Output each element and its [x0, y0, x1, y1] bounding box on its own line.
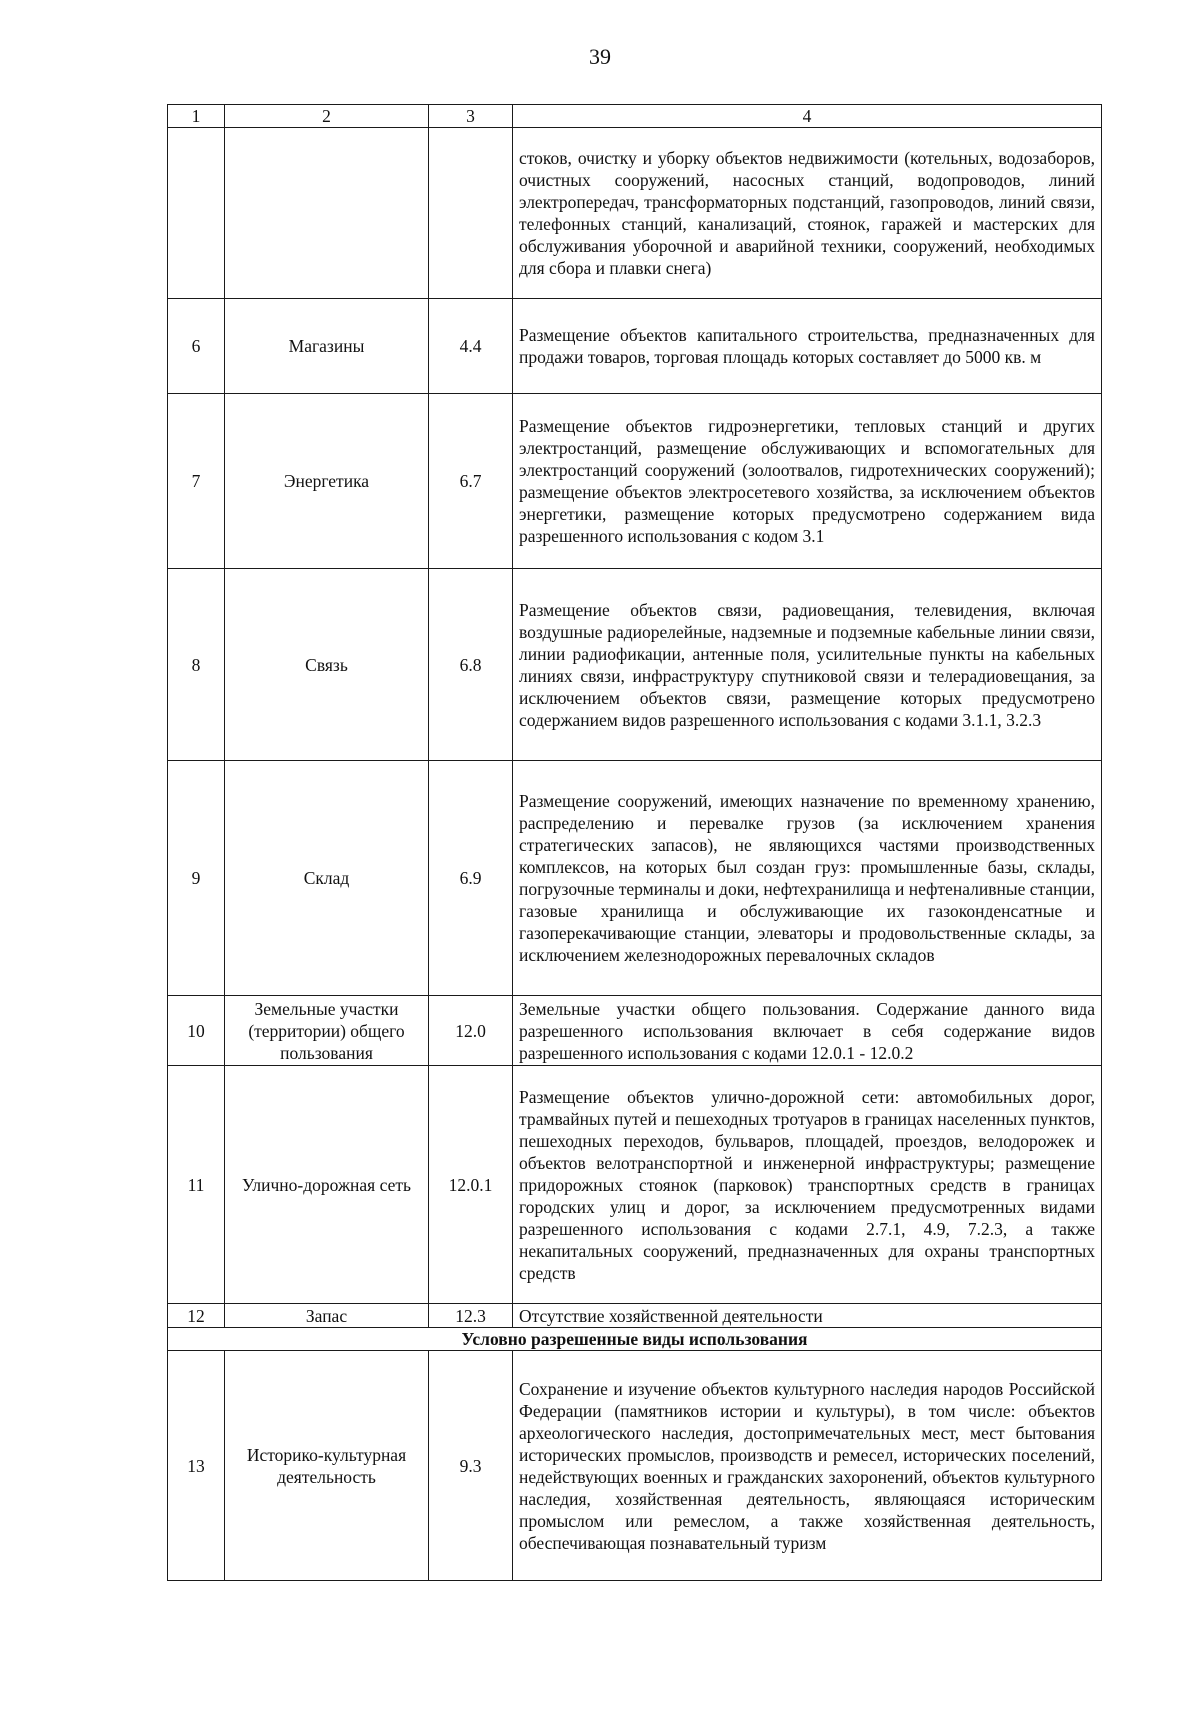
use-type-code: 6.7 — [429, 394, 513, 569]
use-type-name: Энергетика — [225, 394, 429, 569]
header-row — [168, 105, 1102, 128]
use-type-code: 6.8 — [429, 569, 513, 761]
land-use-table — [167, 104, 1102, 1581]
use-type-name: Связь — [225, 569, 429, 761]
use-type-description: Размещение объектов связи, радиовещания, телевидения, включая воздушные радиорелейные, надземные и подземные кабельные линии связи, линии радиофикации, антенные поля, усилительные пункты на кабельных линиях связи, инфраструктуру спутниковой связи и телерадиовещания, за исключением объектов связи, размещение которых предусмотрено содержанием видов разрешенного использования с кодами 3.1.1, 3.2.3 — [513, 569, 1102, 761]
table-row — [168, 996, 1102, 1066]
header-cell-3: 3 — [429, 105, 513, 128]
use-type-name: Улично-дорожная сеть — [225, 1066, 429, 1304]
use-type-code: 12.0.1 — [429, 1066, 513, 1304]
row-number: 6 — [168, 299, 225, 394]
empty-cell — [429, 128, 513, 299]
row-number: 8 — [168, 569, 225, 761]
use-type-description: Размещение объектов гидроэнергетики, тепловых станций и других электростанций, размещение обслуживающих и вспомогательных для электростанций сооружений (золоотвалов, гидротехнических сооружений); размещение объектов электросетевого хозяйства, за исключением объектов энергетики, размещение которых предусмотрено содержанием вида разрешенного использования с кодом 3.1 — [513, 394, 1102, 569]
use-type-description: Размещение объектов капитального строительства, предназначенных для продажи товаров, торговая площадь которых составляет до 5000 кв. м — [513, 299, 1102, 394]
page-number: 39 — [589, 44, 611, 69]
section-title: Условно разрешенные виды использования — [168, 1328, 1102, 1351]
continuation-row — [168, 128, 1102, 299]
table-row — [168, 299, 1102, 394]
row-number: 11 — [168, 1066, 225, 1304]
use-type-code: 12.0 — [429, 996, 513, 1066]
use-type-name: Запас — [225, 1304, 429, 1328]
empty-cell — [225, 128, 429, 299]
use-type-name: Склад — [225, 761, 429, 996]
header-cell-2: 2 — [225, 105, 429, 128]
row-number: 9 — [168, 761, 225, 996]
table-row — [168, 1066, 1102, 1304]
use-type-code: 6.9 — [429, 761, 513, 996]
row-number: 10 — [168, 996, 225, 1066]
use-type-description: Размещение объектов улично-дорожной сети: автомобильных дорог, трамвайных путей и пешеходных тротуаров в границах населенных пунктов, пешеходных переходов, бульваров, площадей, проездов, велодорожек и объектов велотранспортной и инженерной инфраструктуры; размещение придорожных стоянок (парковок) транспортных средств в границах городских улиц и дорог, за исключением предусмотренных видами разрешенного использования с кодами 2.7.1, 4.9, 7.2.3, а также некапитальных сооружений, предназначенных для охраны транспортных средств — [513, 1066, 1102, 1304]
use-type-code: 9.3 — [429, 1351, 513, 1581]
section-header-row — [168, 1328, 1102, 1351]
table-row — [168, 1304, 1102, 1328]
table-row — [168, 761, 1102, 996]
use-type-description: Размещение сооружений, имеющих назначение по временному хранению, распределению и перевалке грузов (за исключением хранения стратегических запасов), не являющихся частями производственных комплексов, на которых был создан груз: промышленные базы, склады, погрузочные терминалы и доки, нефтехранилища и нефтеналивные станции, газовые хранилища и обслуживающие их газоконденсатные и газоперекачивающие станции, элеваторы и продовольственные склады, за исключением железнодорожных перевалочных складов — [513, 761, 1102, 996]
table-row — [168, 394, 1102, 569]
header-cell-1: 1 — [168, 105, 225, 128]
row-number: 12 — [168, 1304, 225, 1328]
use-type-name: Историко-культурная деятельность — [225, 1351, 429, 1581]
use-type-name: Земельные участки (территории) общего пользования — [225, 996, 429, 1066]
row-number: 7 — [168, 394, 225, 569]
use-type-description: Сохранение и изучение объектов культурного наследия народов Российской Федерации (памятников истории и культуры), в том числе: объектов археологического наследия, достопримечательных мест, мест бытования исторических промыслов, производств и ремесел, исторических поселений, недействующих военных и гражданских захоронений, объектов культурного наследия, хозяйственная деятельность, являющаяся историческим промыслом или ремеслом, а также хозяйственная деятельность, обеспечивающая познавательный туризм — [513, 1351, 1102, 1581]
header-cell-4: 4 — [513, 105, 1102, 128]
use-type-code: 12.3 — [429, 1304, 513, 1328]
use-type-description: Отсутствие хозяйственной деятельности — [513, 1304, 1102, 1328]
table-row — [168, 569, 1102, 761]
use-type-description: Земельные участки общего пользования. Содержание данного вида разрешенного использования включает в себя содержание видов разрешенного использования с кодами 12.0.1 - 12.0.2 — [513, 996, 1102, 1066]
empty-cell — [168, 128, 225, 299]
row-number: 13 — [168, 1351, 225, 1581]
table-row — [168, 1351, 1102, 1581]
use-type-code: 4.4 — [429, 299, 513, 394]
continuation-description: стоков, очистку и уборку объектов недвижимости (котельных, водозаборов, очистных сооружений, насосных станций, водопроводов, линий электропередач, трансформаторных подстанций, газопроводов, линий связи, телефонных станций, канализаций, стоянок, гаражей и мастерских для обслуживания уборочной и аварийной техники, сооружений, необходимых для сбора и плавки снега) — [513, 128, 1102, 299]
use-type-name: Магазины — [225, 299, 429, 394]
